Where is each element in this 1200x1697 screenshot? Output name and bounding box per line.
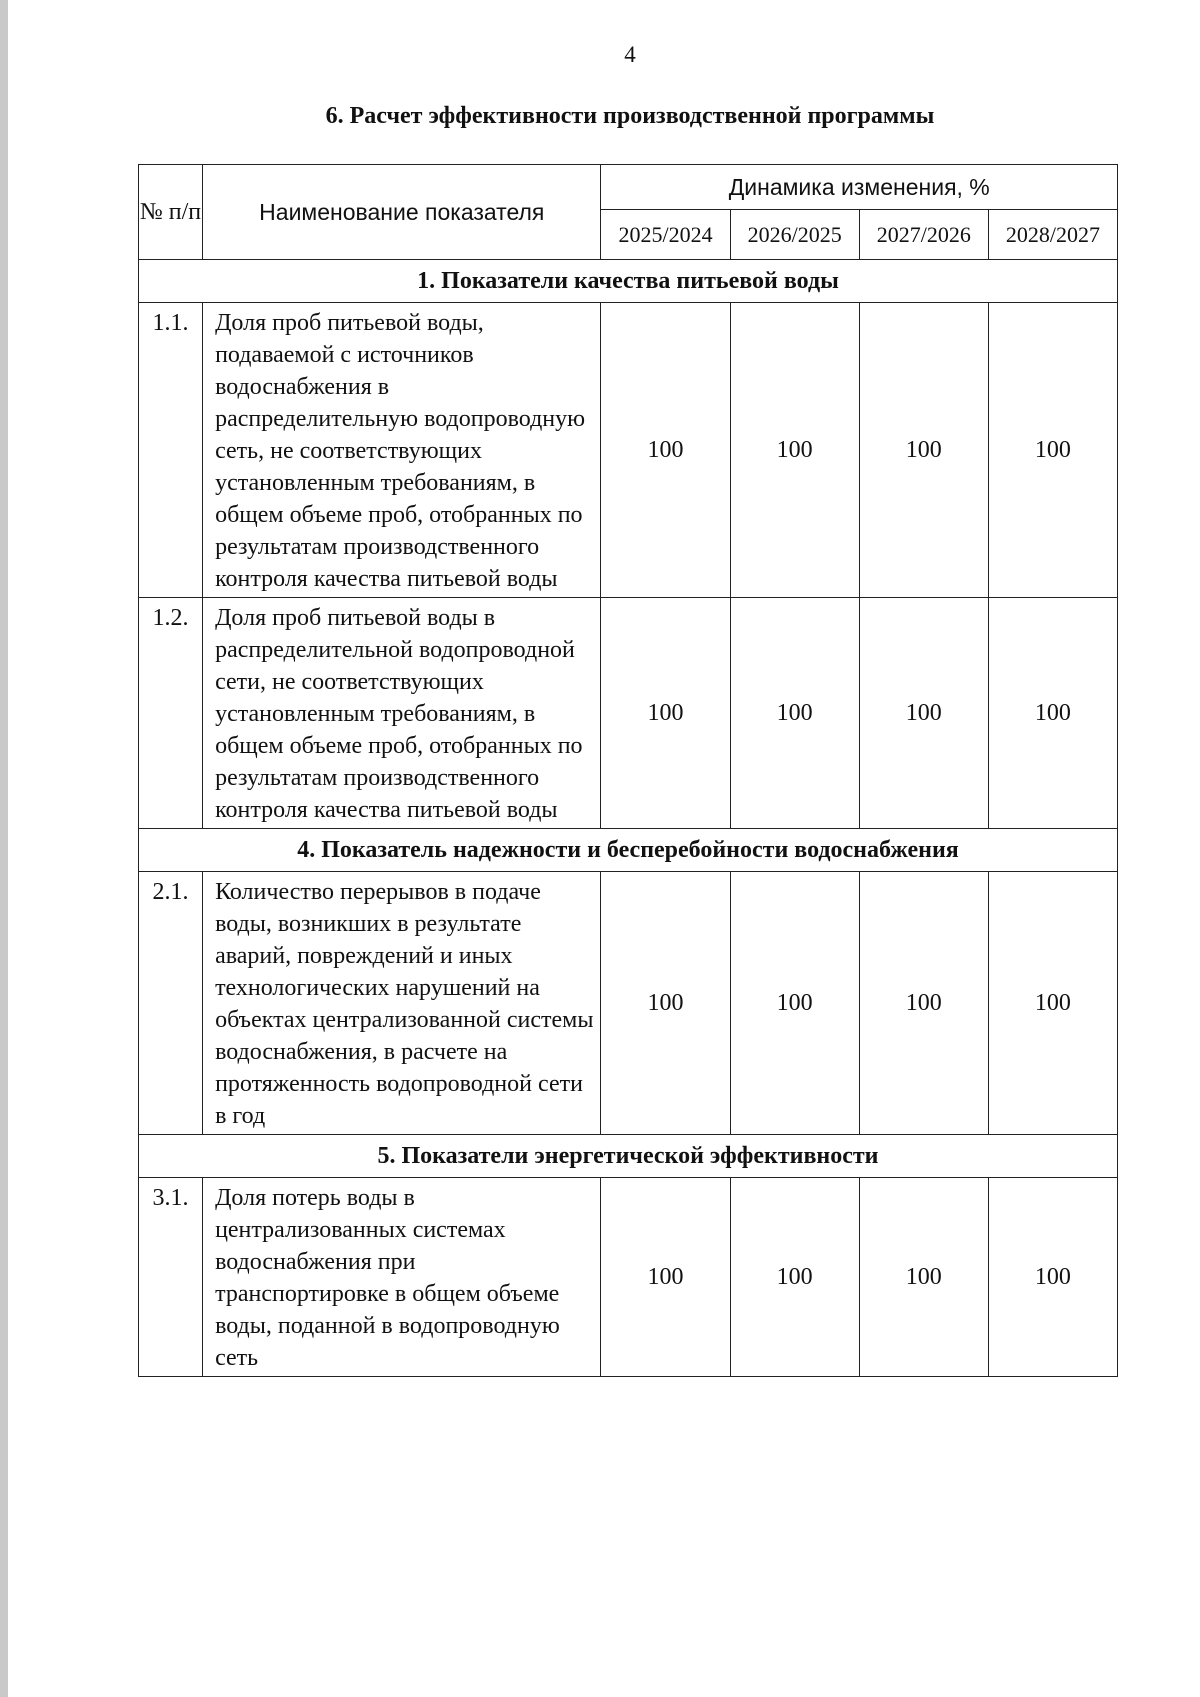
- value-cell: 100: [988, 1178, 1117, 1377]
- section-title: 1. Показатели качества питьевой воды: [139, 260, 1118, 303]
- table-row: [139, 1178, 1118, 1377]
- section-row: [139, 829, 1118, 872]
- header-dynamics-cell: Динамика изменения, %: [601, 165, 1118, 210]
- indicator-name: Доля потерь воды в централизованных системах водоснабжения при транспортировке в общем объеме воды, поданной в водопроводную сеть: [203, 1178, 601, 1377]
- section-title: 5. Показатели энергетической эффективности: [139, 1135, 1118, 1178]
- section-row: [139, 1135, 1118, 1178]
- value-cell: 100: [601, 1178, 730, 1377]
- header-num-cell: № п/п: [139, 165, 203, 260]
- page-number: 4: [624, 42, 636, 67]
- header-year-cell: 2026/2025: [730, 210, 859, 260]
- indicator-name: Доля проб питьевой воды, подаваемой с источников водоснабжения в распределительную водопроводную сеть, не соответствующих установленным требованиям, в общем объеме проб, отобранных по результатам производственного контроля качества питьевой воды: [203, 303, 601, 598]
- indicator-name: Количество перерывов в подаче воды, возникших в результате аварий, повреждений и иных технологических нарушений на объектах централизованной системы водоснабжения, в расчете на протяженность водопроводной сети в год: [203, 872, 601, 1135]
- value-cell: 100: [859, 303, 988, 598]
- row-number: 2.1.: [139, 872, 203, 1135]
- header-year-cell: 2028/2027: [988, 210, 1117, 260]
- value-cell: 100: [988, 303, 1117, 598]
- table-header-row: [139, 165, 1118, 210]
- value-cell: 100: [601, 872, 730, 1135]
- value-cell: 100: [859, 598, 988, 829]
- value-cell: 100: [730, 303, 859, 598]
- table-row: [139, 872, 1118, 1135]
- document-title: 6. Расчет эффективности производственной программы: [325, 103, 935, 129]
- row-number: 3.1.: [139, 1178, 203, 1377]
- value-cell: 100: [601, 598, 730, 829]
- value-cell: 100: [988, 598, 1117, 829]
- row-number: 1.1.: [139, 303, 203, 598]
- indicator-name: Доля проб питьевой воды в распределительной водопроводной сети, не соответствующих установленным требованиям, в общем объеме проб, отобранных по результатам производственного контроля качества питьевой воды: [203, 598, 601, 829]
- value-cell: 100: [730, 598, 859, 829]
- section-title: 4. Показатель надежности и бесперебойности водоснабжения: [139, 829, 1118, 872]
- value-cell: 100: [730, 872, 859, 1135]
- scan-edge-strip: [0, 0, 8, 1697]
- value-cell: 100: [859, 1178, 988, 1377]
- section-row: [139, 260, 1118, 303]
- row-number: 1.2.: [139, 598, 203, 829]
- header-name-cell: Наименование показателя: [203, 165, 601, 260]
- header-year-cell: 2027/2026: [859, 210, 988, 260]
- efficiency-table: [138, 164, 1118, 1377]
- value-cell: 100: [859, 872, 988, 1135]
- value-cell: 100: [988, 872, 1117, 1135]
- value-cell: 100: [601, 303, 730, 598]
- table-row: [139, 303, 1118, 598]
- table-row: [139, 598, 1118, 829]
- header-year-cell: 2025/2024: [601, 210, 730, 260]
- value-cell: 100: [730, 1178, 859, 1377]
